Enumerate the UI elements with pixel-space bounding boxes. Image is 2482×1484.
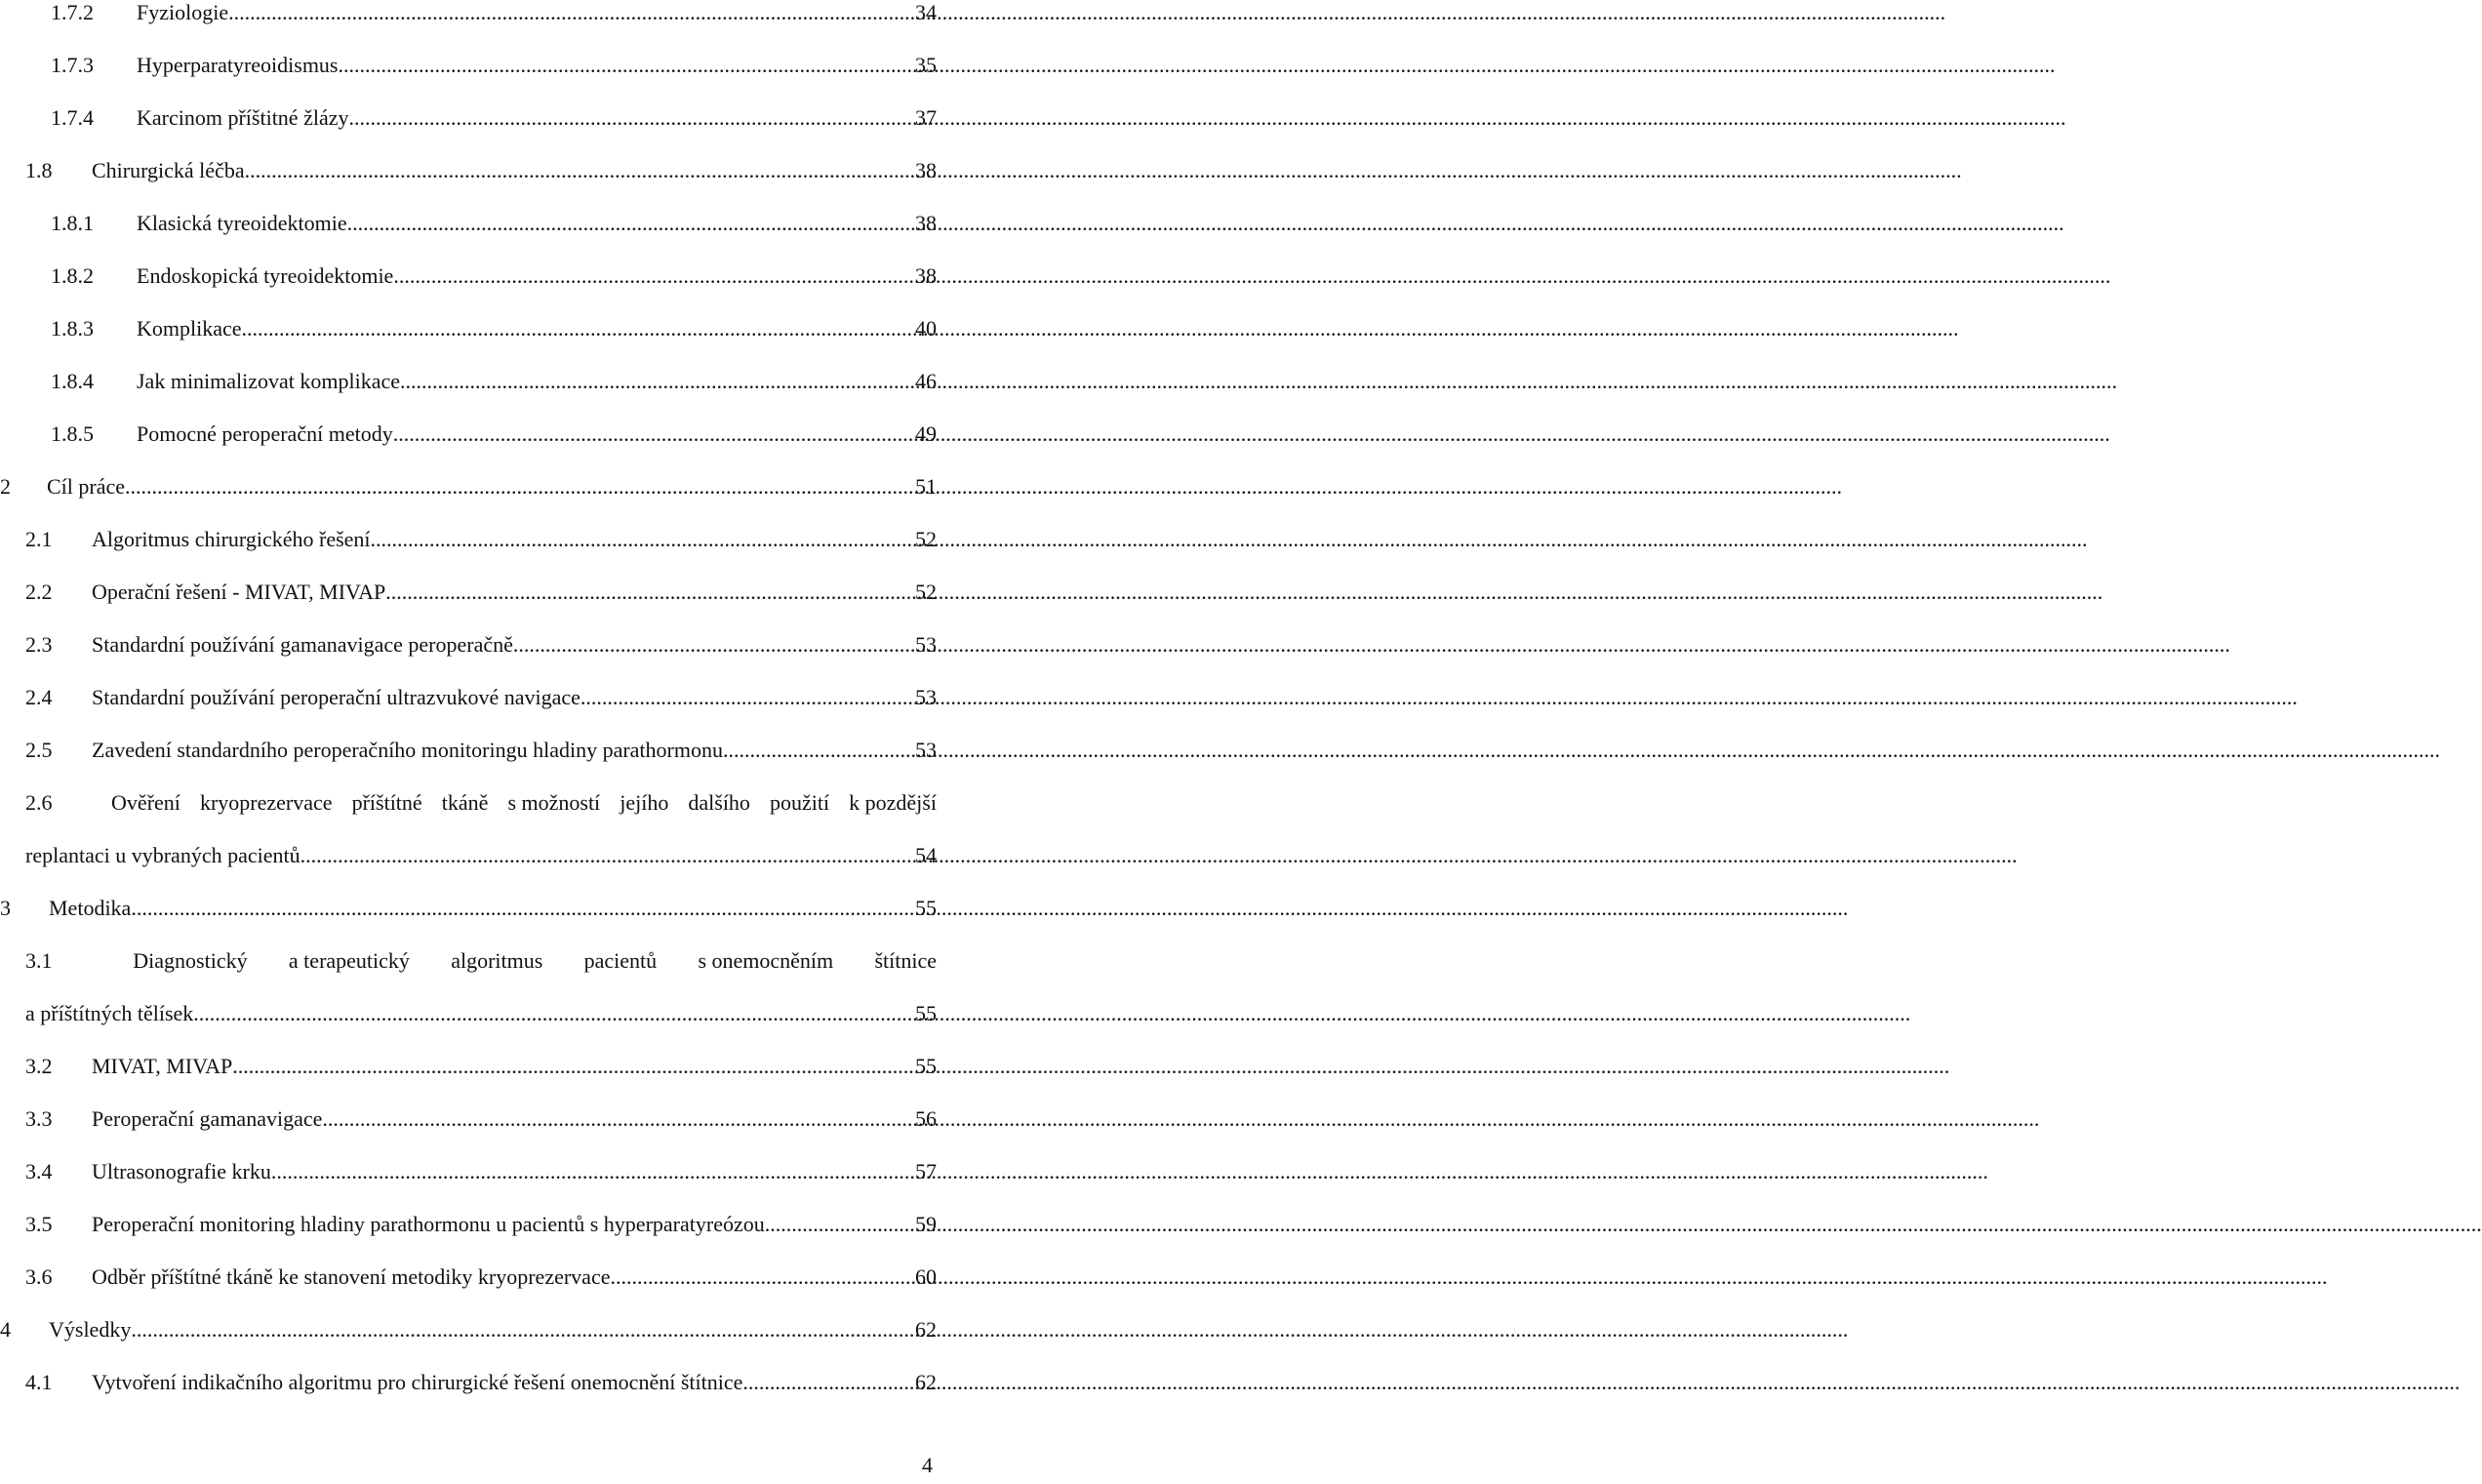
toc-entry-title: Zavedení standardního peroperačního monitoringu hladiny parathormonu — [92, 738, 723, 762]
toc-entry-title: Odběr příštítné tkáně ke stanovení metodiky kryoprezervace — [92, 1264, 611, 1289]
toc-entry-page: 38 — [915, 211, 937, 235]
toc-entry-title: Hyperparatyreoidismus — [137, 53, 339, 77]
dot-leader — [271, 1155, 914, 1188]
toc-entry-title: MIVAT, MIVAP — [92, 1054, 233, 1078]
toc-entry-line1[interactable] — [25, 786, 937, 820]
toc-entry[interactable] — [0, 1313, 937, 1346]
toc-entry-page: 34 — [915, 0, 937, 24]
toc-entry-page: 53 — [915, 632, 937, 657]
toc-entry-line2[interactable] — [25, 997, 937, 1030]
dot-leader — [228, 0, 914, 29]
toc-entry-page: 60 — [915, 1264, 937, 1289]
toc-entry-page: 55 — [915, 896, 937, 920]
toc-entry-title-word: a terapeutický — [288, 948, 410, 973]
toc-entry-page: 51 — [915, 474, 937, 499]
toc-entry[interactable] — [25, 734, 937, 767]
dot-leader — [131, 1313, 914, 1346]
toc-entry-title-word: kryoprezervace — [199, 790, 333, 815]
toc-entry-page: 35 — [915, 53, 937, 77]
toc-entry-title: Algoritmus chirurgického řešení — [92, 527, 371, 551]
toc-entry-page: 56 — [915, 1106, 937, 1131]
toc-entry-number: 2.4 — [25, 685, 53, 709]
toc-entry[interactable] — [25, 1366, 937, 1399]
toc-entry-number: 1.8.2 — [51, 263, 94, 288]
toc-entry-page: 62 — [915, 1317, 937, 1342]
toc-entry-title: Komplikace — [137, 316, 242, 341]
toc-entry-page: 55 — [915, 1001, 937, 1025]
toc-entry-title: Jak minimalizovat komplikace — [137, 369, 401, 393]
toc-entry[interactable] — [25, 1261, 937, 1294]
toc-entry[interactable] — [51, 365, 937, 398]
toc-entry-title: Fyziologie — [137, 0, 229, 24]
toc-entry-number: 3.5 — [25, 1212, 53, 1236]
toc-entry-line2[interactable] — [25, 839, 937, 872]
toc-entry-title-word: Ověření — [111, 790, 180, 815]
toc-entry-number: 3 — [0, 896, 11, 920]
dot-leader — [125, 470, 914, 503]
toc-entry-page: 55 — [915, 1054, 937, 1078]
toc-entry-page: 54 — [915, 843, 937, 867]
toc-entry-number: 1.7.4 — [51, 105, 94, 130]
toc-entry-title-word: pacientů — [583, 948, 658, 973]
toc-entry-title-word: tkáně — [441, 790, 489, 815]
toc-entry-title: Cíl práce — [47, 474, 126, 499]
toc-entry-title: Standardní používání peroperační ultrazvukové navigace — [92, 685, 580, 709]
dot-leader — [348, 101, 914, 135]
dot-leader — [400, 365, 914, 398]
toc-entry-line1[interactable] — [25, 944, 937, 978]
toc-entry-title: Endoskopická tyreoidektomie — [137, 263, 394, 288]
toc-entry[interactable] — [51, 101, 937, 135]
dot-leader — [339, 49, 915, 82]
toc-entry-number: 2.6 — [25, 790, 53, 815]
dot-leader — [131, 892, 914, 925]
toc-entry-title: Vytvoření indikačního algoritmu pro chirurgické řešení onemocnění štítnice — [92, 1370, 743, 1394]
dot-leader — [580, 681, 914, 714]
toc-entry-title-word: příštítné — [351, 790, 422, 815]
toc-entry-page: 59 — [915, 1212, 937, 1236]
toc-entry-page: 52 — [915, 527, 937, 551]
toc-entry-number: 3.6 — [25, 1264, 53, 1289]
toc-entry-title: Operační řešení - MIVAT, MIVAP — [92, 580, 386, 604]
dot-leader — [300, 839, 914, 872]
toc-entry-number: 2.1 — [25, 527, 53, 551]
toc-entry-title-word: algoritmus — [451, 948, 543, 973]
dot-leader — [610, 1261, 914, 1294]
toc-entry-page: 57 — [915, 1159, 937, 1183]
toc-entry-number: 3.2 — [25, 1054, 53, 1078]
dot-leader — [193, 997, 914, 1030]
toc-entry-number: 2 — [0, 474, 11, 499]
toc-entry-title-word: použití — [769, 790, 830, 815]
toc-entry[interactable] — [51, 207, 937, 240]
dot-leader — [245, 154, 914, 187]
dot-leader — [232, 1050, 914, 1083]
toc-entry[interactable] — [25, 681, 937, 714]
dot-leader — [347, 207, 914, 240]
toc-entry[interactable] — [0, 470, 937, 503]
dot-leader — [242, 312, 914, 345]
toc-entry-title-word: s onemocněním — [698, 948, 834, 973]
dot-leader — [742, 1366, 914, 1399]
toc-entry-number: 1.8.1 — [51, 211, 94, 235]
toc-entry-number: 1.8.3 — [51, 316, 94, 341]
toc-entry-title-word: jejího — [620, 790, 669, 815]
toc-entry-number: 1.8.5 — [51, 421, 94, 446]
toc-entry-number: 1.8.4 — [51, 369, 94, 393]
toc-entry[interactable] — [51, 0, 937, 29]
toc-entry-number: 1.7.2 — [51, 0, 94, 24]
toc-entry-number: 1.8 — [25, 158, 53, 182]
dot-leader — [723, 734, 914, 767]
toc-entry-page: 62 — [915, 1370, 937, 1394]
toc-entry-title-word: s možností — [507, 790, 601, 815]
toc-entry-number: 4 — [0, 1317, 11, 1342]
toc-entry-number: 2.5 — [25, 738, 53, 762]
toc-entry-title: Karcinom příštitné žlázy — [137, 105, 349, 130]
toc-entry[interactable] — [25, 523, 937, 556]
toc-entry-page: 53 — [915, 738, 937, 762]
toc-entry-title: Standardní používání gamanavigace peroperačně — [92, 632, 513, 657]
dot-leader — [371, 523, 914, 556]
toc-entry[interactable] — [25, 628, 937, 662]
toc-entry-title-word: Diagnostický — [133, 948, 248, 973]
toc-entry-page: 38 — [915, 158, 937, 182]
page-number: 4 — [922, 1453, 933, 1477]
dot-leader — [385, 576, 914, 609]
toc-entry[interactable] — [25, 576, 937, 609]
dot-leader — [322, 1103, 914, 1136]
toc-entry-title: Metodika — [49, 896, 132, 920]
toc-entry[interactable] — [25, 1103, 937, 1136]
toc-entry-title: Ultrasonografie krku — [92, 1159, 271, 1183]
toc-entry-title: Klasická tyreoidektomie — [137, 211, 347, 235]
toc-entry-page: 37 — [915, 105, 937, 130]
toc-entry-title: Peroperační monitoring hladiny parathormonu u pacientů s hyperparatyreózou — [92, 1212, 765, 1236]
toc-entry-title-word: štítnice — [874, 948, 937, 973]
toc-entry[interactable] — [51, 418, 937, 451]
toc-entry[interactable] — [25, 1050, 937, 1083]
toc-entry[interactable] — [51, 49, 937, 82]
toc-entry-page: 52 — [915, 580, 937, 604]
toc-entry-number: 2.3 — [25, 632, 53, 657]
toc-entry-number: 4.1 — [25, 1370, 53, 1394]
toc-entry-number: 3.1 — [25, 948, 53, 973]
toc-entry[interactable] — [51, 260, 937, 293]
toc-entry-title: Peroperační gamanavigace — [92, 1106, 323, 1131]
toc-entry-page: 53 — [915, 685, 937, 709]
toc-entry-number: 3.4 — [25, 1159, 53, 1183]
toc-entry-number: 1.7.3 — [51, 53, 94, 77]
toc-entry[interactable] — [25, 154, 937, 187]
toc-entry-title: Pomocné peroperační metody — [137, 421, 393, 446]
toc-entry-page: 40 — [915, 316, 937, 341]
dot-leader — [765, 1208, 914, 1241]
toc-entry[interactable] — [51, 312, 937, 345]
dot-leader — [393, 418, 914, 451]
toc-entry-title-word: k pozdější — [849, 790, 937, 815]
dot-leader — [393, 260, 914, 293]
toc-entry-title-word: dalšího — [688, 790, 750, 815]
toc-entry-number: 2.2 — [25, 580, 53, 604]
toc-entry-title: Chirurgická léčba — [92, 158, 245, 182]
toc-entry-page: 49 — [915, 421, 937, 446]
toc-entry-title: Výsledky — [49, 1317, 132, 1342]
dot-leader — [513, 628, 914, 662]
toc-entry-number: 3.3 — [25, 1106, 53, 1131]
toc-entry[interactable] — [0, 892, 937, 925]
toc-entry-title: a příštítných tělísek — [25, 1001, 194, 1025]
toc-entry[interactable] — [25, 1208, 937, 1241]
toc-entry[interactable] — [25, 1155, 937, 1188]
toc-entry-page: 46 — [915, 369, 937, 393]
toc-entry-title: replantaci u vybraných pacientů — [25, 843, 300, 867]
toc-entry-page: 38 — [915, 263, 937, 288]
